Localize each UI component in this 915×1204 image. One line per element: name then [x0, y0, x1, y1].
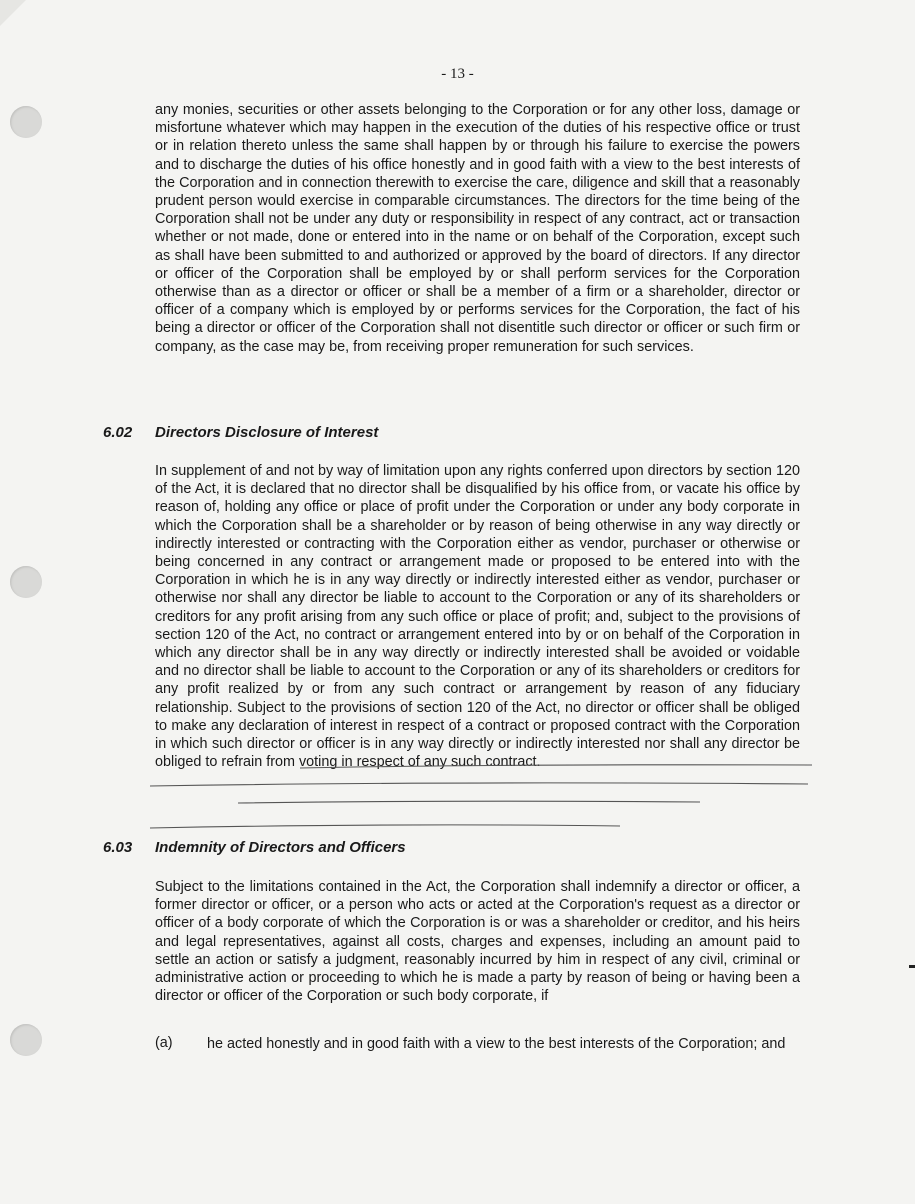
- section-title: Directors Disclosure of Interest: [155, 424, 379, 441]
- section-title: Indemnity of Directors and Officers: [155, 839, 406, 856]
- list-item-text: he acted honestly and in good faith with a view to the best interests of the Corporation; and: [207, 1036, 786, 1052]
- pen-underline: [238, 801, 700, 803]
- pen-underline: [150, 825, 620, 828]
- section-body: Subject to the limitations contained in the Act, the Corporation shall indemnify a director or officer, a former director or officer, or a person who acts or acted at the Corporation's request as a director or officer of a body corporate of which the Corporation is or was a shareholder or creditor, and his heirs and legal representatives, against all costs, charges and expenses, including an amount paid to settle an action or satisfy a judgment, reasonably incurred by him in respect of any civil, criminal or administrative action or proceeding to which he is made a party by reason of being or having been a director or officer of the Corporation or such body corporate, if: [155, 879, 800, 1005]
- section-number: 6.02: [103, 424, 133, 441]
- pen-underline: [150, 783, 808, 786]
- page-number: - 13 -: [441, 66, 474, 82]
- section-number: 6.03: [103, 839, 133, 856]
- list-item-label: (a): [155, 1035, 173, 1051]
- continuation-paragraph: any monies, securities or other assets belonging to the Corporation or for any other loss, damage or misfortune whatever which may happen in the execution of the duties of his respective office or trust or in relation thereto unless the same shall happen by or through his failure to exercise the powers and to discharge the duties of his office honestly and in good faith with a view to the best interests of the Corporation and in connection therewith to exercise the care, diligence and skill that a reasonably prudent person would exercise in comparable circumstances. The directors for the time being of the Corporation shall not be under any duty or responsibility in respect of any contract, act or transaction whether or not made, done or entered into in the name or on behalf of the Corporation, except such as shall have been submitted to and authorized or approved by the board of directors. If any director or officer of the Corporation shall be employed by or shall perform services for the Corporation otherwise than as a director or officer or shall be a member of a firm or a shareholder, director or officer of a company which is employed by or performs services for the Corporation, the fact of his being a director or officer of the Corporation shall not disentitle such director or officer or such firm or company, as the case may be, from receiving proper remuneration for such services.: [155, 102, 800, 355]
- section-body: In supplement of and not by way of limitation upon any rights conferred upon directors by section 120 of the Act, it is declared that no director shall be disqualified by his office from, or vacate his office by reason of, holding any office or place of profit under the Corporation or under any body corporate in which the Corporation shall be a shareholder or by reason of being otherwise in any way directly or indirectly interested or contracting with the Corporation either as vendor, purchaser or otherwise or being concerned in any contract or arrangement made or proposed to be entered into with the Corporation in which he is in any way directly or indirectly interested either as vendor, purchaser or otherwise nor shall any director be liable to account to the Corporation or any of its shareholders or creditors for any profit arising from any such office or place of profit; and, subject to the provisions of section 120 of the Act, no contract or arrangement entered into by or on behalf of the Corporation in which any director shall be in any way directly or indirectly interested shall be avoided or voidable and no director shall be liable to account to the Corporation or any of its shareholders or creditors for any profit realized by or from any such contract or arrangement by reason of any fiduciary relationship. Subject to the provisions of section 120 of the Act, no director or officer shall be obliged to make any declaration of interest in respect of a contract or proposed contract with the Corporation in which such director or officer is in any way directly or indirectly interested nor shall any director be obliged to refrain from voting in respect of any such contract.: [155, 463, 800, 771]
- pen-underline: [300, 765, 812, 768]
